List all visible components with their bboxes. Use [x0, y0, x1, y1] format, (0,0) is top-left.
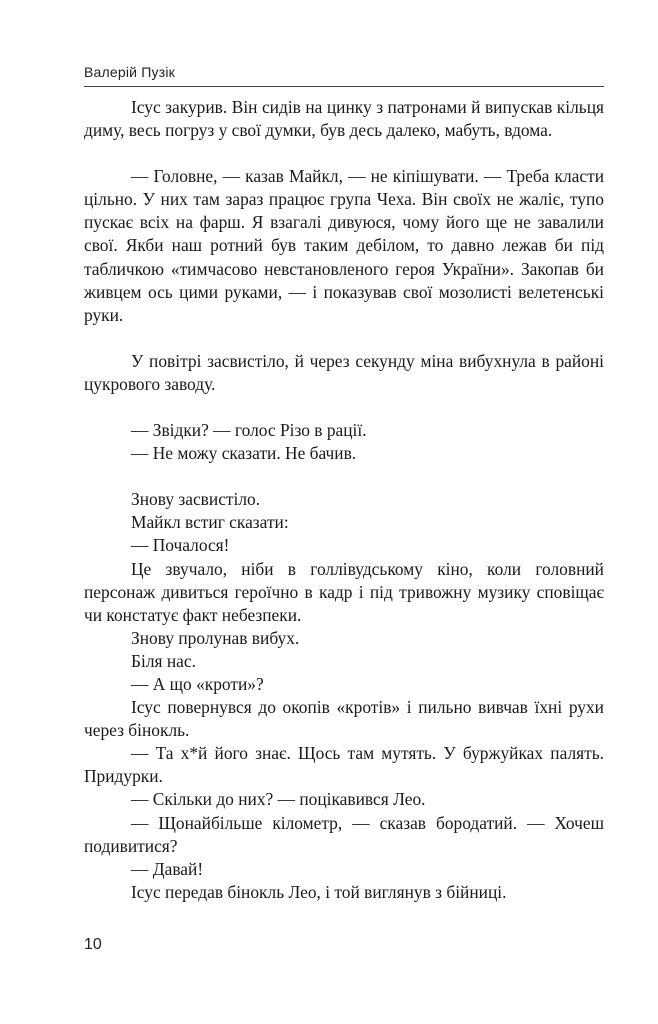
- paragraph: Знову пролунав вибух.: [131, 627, 300, 648]
- paragraph-gap: [84, 465, 604, 488]
- paragraph: — А що «кроти»?: [131, 673, 264, 694]
- header-rule: [84, 86, 604, 87]
- paragraph: — Не можу сказати. Не бачив.: [131, 443, 357, 464]
- paragraph: У повітрі засвистіло, й через секунду міна вибухнула в районі цукрового заводу.: [84, 350, 604, 394]
- paragraph: Ісус повернувся до окопів «кротів» і пильно вивчав їхні рухи через бінокль.: [84, 697, 604, 741]
- paragraph: Біля нас.: [131, 650, 196, 671]
- paragraph: — Давай!: [131, 858, 204, 879]
- paragraph-gap: [84, 327, 604, 350]
- page-number: 10: [84, 936, 102, 953]
- body-text: [84, 96, 604, 904]
- paragraph: Ісус закурив. Він сидів на цинку з патронами й випускав кільця диму, весь погруз у свої думки, був десь далеко, мабуть, вдома.: [84, 97, 604, 141]
- paragraph: — Почалося!: [131, 535, 230, 556]
- paragraph: — Скільки до них? — поцікавився Лео.: [131, 789, 426, 810]
- paragraph: — Та х*й його знає. Щось там мутять. У буржуйках палять. Придурки.: [84, 743, 604, 787]
- paragraph: — Звідки? — голос Різо в рації.: [131, 420, 367, 441]
- paragraph: Це звучало, ніби в голлівудському кіно, коли головний персонаж дивиться героїчно в кадр і під тривожну музику сповіщає чи констатує факт небезпеки.: [84, 558, 604, 625]
- paragraph: Ісус передав бінокль Лео, і той виглянув з бійниці.: [131, 881, 507, 902]
- running-head: Валерій Пузік: [84, 64, 176, 80]
- paragraph: — Головне, — казав Майкл, — не кіпішувати. — Треба класти цільно. У них там зараз працює група Чеха. Він своїх не жаліє, тупо пускає всіх на фарш. Я взагалі дивуюся, чому його ще не завалили свої. Якби наш ротний був таким дебілом, то давно лежав би під табличкою «тимчасово невстановленого героя України». Закопав би живцем ось цими руками, — і показував свої мозолисті велетенські руки.: [84, 166, 604, 325]
- paragraph: Знову засвистіло.: [131, 489, 261, 510]
- paragraph: Майкл встиг сказати:: [131, 512, 289, 533]
- paragraph-gap: [84, 396, 604, 419]
- paragraph-gap: [84, 142, 604, 165]
- paragraph: — Щонайбільше кілометр, — сказав бородатий. — Хочеш подивитися?: [84, 812, 604, 856]
